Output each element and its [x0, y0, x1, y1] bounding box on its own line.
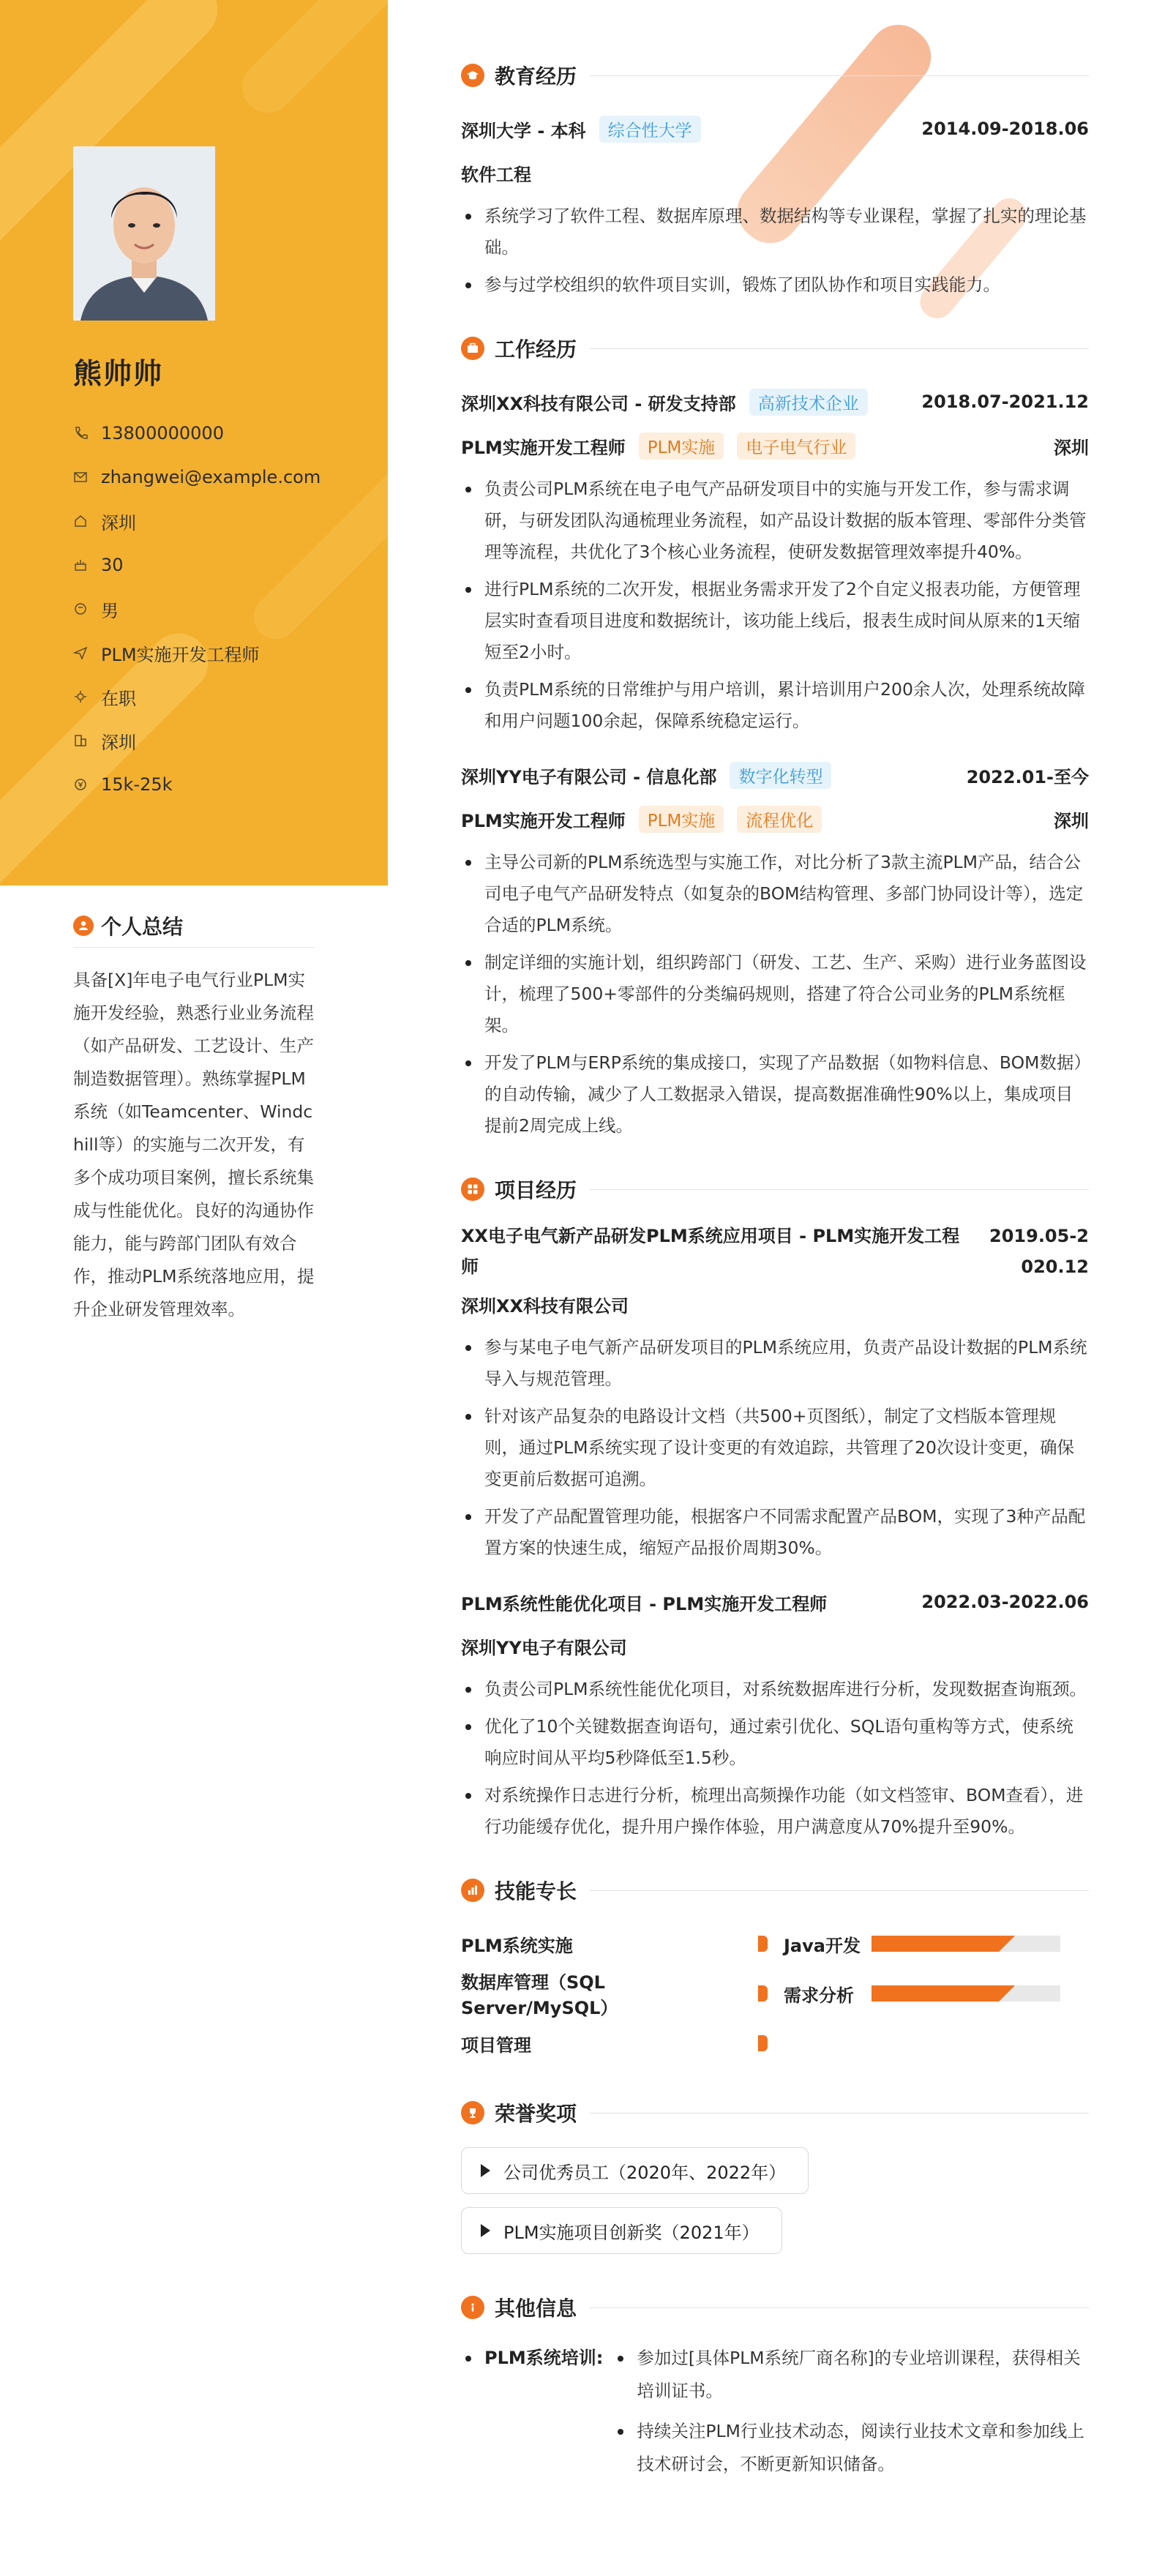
project-period: 2022.03-2022.06	[921, 1592, 1089, 1612]
list-item: 参与过学校组织的软件项目实训，锻炼了团队协作和项目实践能力。	[461, 269, 1089, 301]
gender-icon	[73, 602, 88, 616]
skills-title: 技能专长	[495, 1879, 577, 1903]
building-icon	[73, 733, 88, 748]
status-icon	[73, 689, 88, 704]
project-entry	[461, 1221, 1089, 1564]
award-item[interactable]	[461, 2207, 782, 2254]
grid-icon	[461, 1177, 484, 1201]
project-entry	[461, 1580, 1089, 1843]
job-tag: 流程优化	[737, 806, 822, 833]
contact-position	[73, 631, 321, 675]
other-list	[613, 2342, 1089, 2488]
project-company: 深圳XX科技有限公司	[461, 1295, 629, 1317]
contact-age	[73, 543, 321, 587]
summary-title: 个人总结	[101, 915, 184, 939]
project-name: PLM系统性能优化项目 - PLM实施开发工程师	[461, 1593, 828, 1614]
list-item: 负责公司PLM系统性能优化项目，对系统数据库进行分析，发现数据查询瓶颈。	[461, 1674, 1089, 1705]
contact-age-text: 30	[101, 555, 124, 575]
contact-location-text: 深圳	[101, 512, 136, 533]
skill-name: 项目管理	[461, 2034, 531, 2056]
list-item: 持续关注PLM行业技术动态，阅读行业技术文章和参加线上技术研讨会，不断更新知识储备。	[613, 2415, 1089, 2481]
send-icon	[73, 645, 88, 660]
skills-section	[461, 1872, 1089, 2068]
job-period: 2018.07-2021.12	[921, 392, 1089, 412]
job-company-tag: 数字化转型	[730, 762, 831, 789]
candidate-name: 熊帅帅	[73, 358, 164, 391]
list-item: 开发了产品配置管理功能，根据客户不同需求配置产品BOM，实现了3种产品配置方案的快速生成，缩短产品报价周期30%。	[461, 1501, 1089, 1564]
job-company: 深圳XX科技有限公司 - 研发支持部	[461, 393, 736, 414]
awards-list	[461, 2147, 1089, 2267]
skill-name: PLM系统实施	[461, 1935, 573, 1956]
education-section	[461, 57, 1089, 301]
education-bullets	[461, 201, 1089, 301]
education-major-row	[461, 151, 1089, 195]
contact-email-text: zhangwei@example.com	[101, 467, 321, 487]
other-heading	[461, 2289, 1089, 2326]
award-label: PLM实施项目创新奖（2021年）	[503, 2222, 760, 2243]
job-company-tag: 高新技术企业	[749, 389, 868, 416]
job-role-row	[461, 797, 1089, 841]
job-tag: 电子电气行业	[737, 433, 855, 460]
work-heading	[461, 330, 1089, 367]
award-item[interactable]	[461, 2147, 809, 2194]
list-item: 进行PLM系统的二次开发，根据业务需求开发了2个自定义报表功能，方便管理层实时查看项目进度和数据统计，该功能上线后，报表生成时间从原来的1天缩短至2小时。	[461, 574, 1089, 668]
contact-salary	[73, 763, 321, 806]
projects-divider	[590, 1189, 1089, 1190]
main-content	[461, 57, 1089, 2488]
project-company-row	[461, 1624, 1089, 1668]
contact-city	[73, 719, 321, 763]
skill-name: 数据库管理（SQL Server/MySQL）	[461, 1972, 618, 2018]
skills-list	[461, 1919, 1089, 2068]
contact-gender	[73, 587, 321, 631]
job-role: PLM实施开发工程师	[461, 437, 626, 458]
job-entry	[461, 753, 1089, 1142]
other-title: 其他信息	[495, 2296, 577, 2321]
projects-heading	[461, 1171, 1089, 1208]
award-label: 公司优秀员工（2020年、2022年）	[503, 2162, 787, 2183]
job-company: 深圳YY电子有限公司 - 信息化部	[461, 766, 717, 787]
job-role: PLM实施开发工程师	[461, 810, 626, 831]
job-bullets	[461, 847, 1089, 1142]
job-city: 深圳	[1054, 810, 1089, 831]
work-title: 工作经历	[495, 337, 577, 362]
skill-row	[461, 2018, 1089, 2068]
summary-heading	[73, 907, 315, 944]
list-item: 制定详细的实施计划，组织跨部门（研发、工艺、生产、采购）进行业务蓝图设计，梳理了500+零部件的分类编码规则，搭建了符合公司业务的PLM系统框架。	[461, 947, 1089, 1041]
list-item: 针对该产品复杂的电路设计文档（共500+页图纸），制定了文档版本管理规则，通过PLM系统实现了设计变更的有效追踪，共管理了20次设计变更，确保变更前后数据可追溯。	[461, 1401, 1089, 1495]
job-tag: PLM实施	[639, 433, 724, 460]
projects-title: 项目经历	[495, 1178, 577, 1202]
skill-level-bar	[872, 1985, 1060, 2002]
contact-list	[73, 411, 321, 806]
contact-phone-text: 13800000000	[101, 423, 224, 443]
list-item: 开发了PLM与ERP系统的集成接口，实现了产品数据（如物料信息、BOM数据）的自动传输，减少了人工数据录入错误，提高数据准确性90%以上，集成项目提前2周完成上线。	[461, 1047, 1089, 1142]
awards-section	[461, 2094, 1089, 2267]
other-section	[461, 2289, 1089, 2488]
skill-name: Java开发	[784, 1935, 861, 1956]
education-period: 2014.09-2018.06	[921, 119, 1089, 139]
job-bullets	[461, 473, 1089, 737]
list-item: 参加过[具体PLM系统厂商名称]的专业培训课程，获得相关培训证书。	[613, 2342, 1089, 2408]
graduation-cap-icon	[461, 64, 484, 87]
contact-location	[73, 499, 321, 543]
job-company-row	[461, 380, 1089, 424]
other-divider	[590, 2307, 1089, 2308]
contact-salary-text: 15k-25k	[101, 774, 173, 795]
other-key: PLM系统培训:	[461, 2342, 603, 2488]
play-triangle-icon	[481, 2224, 490, 2237]
skill-level-bar	[872, 1936, 1060, 1952]
skill-name: 需求分析	[784, 1985, 854, 2006]
contact-status	[73, 675, 321, 719]
job-entry	[461, 380, 1089, 737]
education-heading	[461, 57, 1089, 94]
project-company: 深圳YY电子有限公司	[461, 1637, 627, 1658]
summary-section	[73, 907, 315, 1326]
project-name-row	[461, 1580, 1089, 1624]
age-icon	[73, 558, 88, 572]
summary-text: 具备[X]年电子电气行业PLM实施开发经验，熟悉行业业务流程（如产品研发、工艺设计、生产制造数据管理）。熟练掌握PLM系统（如Teamcenter、Windchill等）的实施与二次开发，有多个成功项目案例，擅长系统集成与性能优化。良好的沟通协作能力，能与跨部门团队有效合作，推动PLM系统落地应用，提升企业研发管理效率。	[73, 970, 315, 1319]
skills-heading	[461, 1872, 1089, 1909]
education-tag: 综合性大学	[599, 116, 701, 143]
projects-section	[461, 1171, 1089, 1843]
list-item: 参与某电子电气新产品研发项目的PLM系统应用，负责产品设计数据的PLM系统导入与规范管理。	[461, 1332, 1089, 1395]
home-icon	[73, 514, 88, 528]
contact-phone	[73, 411, 321, 455]
profile-photo	[73, 146, 215, 321]
sidebar-panel	[0, 0, 388, 886]
contact-position-text: PLM实施开发工程师	[101, 644, 260, 665]
project-name: XX电子电气新产品研发PLM系统应用项目 - PLM实施开发工程师	[461, 1226, 960, 1277]
salary-icon	[73, 777, 88, 792]
list-item: 负责PLM系统的日常维护与用户培训，累计培训用户200余人次，处理系统故障和用户问题100余起，保障系统稳定运行。	[461, 674, 1089, 737]
list-item: 负责公司PLM系统在电子电气产品研发项目中的实施与开发工作，参与需求调研，与研发团队沟通梳理业务流程，如产品设计数据的版本管理、零部件分类管理等流程，共优化了3个核心业务流程，使研发数据管理效率提升40%。	[461, 473, 1089, 568]
mail-icon	[73, 470, 88, 484]
phone-icon	[73, 426, 88, 441]
contact-status-text: 在职	[101, 688, 136, 709]
project-bullets	[461, 1674, 1089, 1843]
skills-divider	[590, 1890, 1089, 1891]
contact-city-text: 深圳	[101, 732, 136, 753]
bar-chart-icon	[461, 1879, 484, 1902]
skill-level-marker	[758, 1936, 768, 1952]
education-school: 深圳大学 - 本科	[461, 120, 586, 141]
avatar-portrait	[73, 146, 215, 321]
skill-level-marker	[758, 1985, 768, 2002]
education-title: 教育经历	[495, 64, 577, 89]
skill-level-marker	[758, 2035, 768, 2051]
education-major: 软件工程	[461, 164, 531, 185]
work-section	[461, 330, 1089, 1142]
list-item: 优化了10个关键数据查询语句，通过索引优化、SQL语句重构等方式，使系统响应时间从平均5秒降低至1.5秒。	[461, 1711, 1089, 1774]
project-bullets	[461, 1332, 1089, 1564]
play-triangle-icon	[481, 2164, 490, 2177]
job-period: 2022.01-至今	[966, 766, 1089, 787]
project-name-row	[461, 1221, 1089, 1282]
skill-level-fill	[872, 1985, 1015, 2002]
project-company-row	[461, 1282, 1089, 1326]
other-row	[461, 2342, 1089, 2488]
education-divider	[590, 75, 1089, 76]
work-divider	[590, 348, 1089, 349]
skill-level-fill	[872, 1936, 1015, 1952]
user-icon	[73, 916, 94, 936]
job-company-row	[461, 753, 1089, 797]
info-icon	[461, 2296, 484, 2319]
skill-row	[461, 1969, 1089, 2018]
job-tag: PLM实施	[639, 806, 724, 833]
awards-title: 荣誉奖项	[495, 2102, 577, 2126]
contact-email	[73, 455, 321, 499]
education-school-row	[461, 107, 1089, 151]
list-item: 系统学习了软件工程、数据库原理、数据结构等专业课程，掌握了扎实的理论基础。	[461, 201, 1089, 263]
job-role-row	[461, 424, 1089, 468]
project-period: 2019.05-2020.12	[989, 1226, 1089, 1277]
awards-heading	[461, 2094, 1089, 2131]
briefcase-icon	[461, 337, 484, 360]
trophy-icon	[461, 2101, 484, 2124]
list-item: 主导公司新的PLM系统选型与实施工作，对比分析了3款主流PLM产品，结合公司电子电气产品研发特点（如复杂的BOM结构管理、多部门协同设计等），选定合适的PLM系统。	[461, 847, 1089, 941]
skill-row	[461, 1919, 1089, 1969]
list-item: 对系统操作日志进行分析，梳理出高频操作功能（如文档签审、BOM查看），进行功能缓存优化，提升用户操作体验，用户满意度从70%提升至90%。	[461, 1780, 1089, 1843]
summary-divider	[73, 947, 315, 948]
contact-gender-text: 男	[101, 600, 119, 621]
job-city: 深圳	[1054, 437, 1089, 458]
